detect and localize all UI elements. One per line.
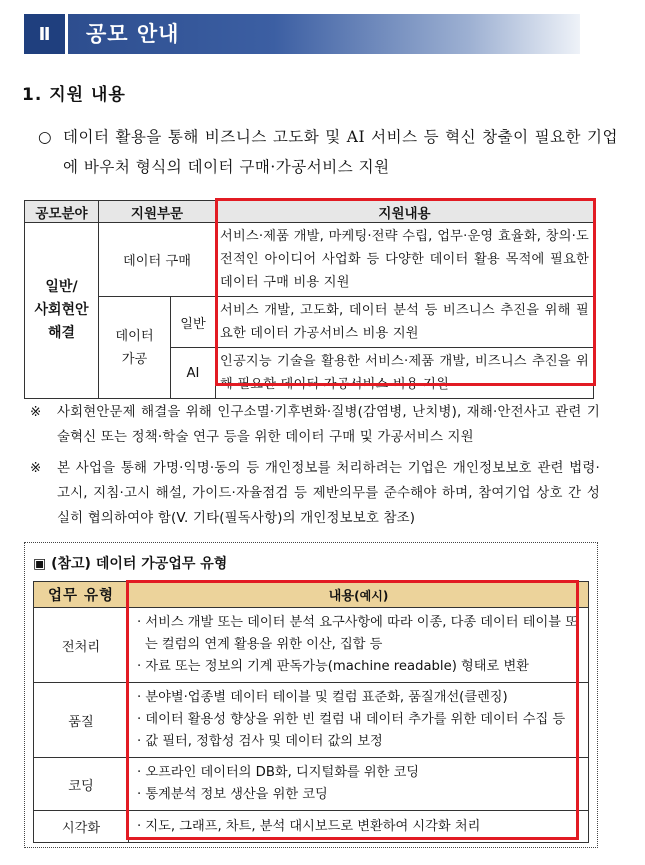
type-cell: 코딩	[34, 758, 129, 811]
table-row	[34, 608, 589, 683]
list-item: · 지도, 그래프, 차트, 분석 대시보드로 변환하여 시각화 처리	[137, 818, 481, 834]
reference-box	[24, 542, 598, 848]
category-cell: 데이터 구매	[99, 223, 216, 297]
note-item	[30, 456, 600, 531]
table-header-row	[25, 201, 594, 223]
list-item: · 통계분석 정보 생산을 위한 코딩	[137, 787, 328, 802]
section-header	[24, 14, 580, 54]
list-item: · 자료 또는 정보의 기계 판독가능(machine readable) 형태로 변환	[137, 659, 529, 674]
field-cell: 일반/ 사회현안 해결	[25, 223, 99, 399]
note-text: 본 사업을 통해 가명·익명·동의 등 개인정보를 처리하려는 기업은 개인정보보호 관련 법령·고시, 지침·고시 해설, 가이드·자율점검 등 제반의무를 준수해야 하며, 참여기업 상호 간 성실히 협의하여야 함(V. 기타(필독사항)의 개인정보보호 참조)	[57, 461, 600, 526]
content-cell: 서비스·제품 개발, 마케팅·전략 수립, 업무·운영 효율화, 창의·도전적인 아이디어 사업화 등 다양한 데이터 활용 목적에 필요한 데이터 구매 비용 지원	[216, 223, 594, 297]
header-content-suffix: (예시)	[354, 589, 389, 603]
subcategory-cell: AI	[171, 348, 216, 399]
reference-title: ▣ (참고) 데이터 가공업무 유형	[33, 556, 228, 572]
type-cell: 품질	[34, 683, 129, 758]
support-table	[24, 200, 594, 399]
subcategory-cell: 일반	[171, 297, 216, 348]
section-number: Ⅱ	[24, 14, 68, 54]
note-item	[30, 400, 600, 450]
circle-bullet-icon: ○	[38, 128, 53, 146]
note-text: 사회현안문제 해결을 위해 인구소멸·기후변화·질병(감염병, 난치병), 재해·안전사고 관련 기술혁신 또는 정책·학술 연구 등을 위한 데이터 구매 및 가공서비스 지원	[57, 405, 600, 445]
table-row	[34, 758, 589, 811]
processing-types-table	[33, 581, 589, 843]
header-field: 공모분야	[25, 201, 99, 223]
header-content-label: 내용	[328, 589, 355, 604]
type-cell: 시각화	[34, 811, 129, 843]
header-content	[129, 582, 589, 608]
list-item: · 서비스 개발 또는 데이터 분석 요구사항에 따라 이종, 다종 데이터 테이블 또는 컬럼의 연계 활용을 위한 이산, 집합 등	[137, 615, 578, 652]
section-title: 공모 안내	[86, 22, 180, 46]
content-cell: 인공지능 기술을 활용한 서비스·제품 개발, 비즈니스 추진을 위해 필요한 데이터 가공서비스 비용 지원	[216, 348, 594, 399]
table-row	[25, 223, 594, 297]
table-row	[34, 811, 589, 843]
header-type: 업무 유형	[34, 582, 129, 608]
content-cell: 서비스 개발, 고도화, 데이터 분석 등 비즈니스 추진을 위해 필요한 데이터 가공서비스 비용 지원	[216, 297, 594, 348]
items-cell	[129, 683, 589, 758]
items-cell	[129, 811, 589, 843]
intro-text: 데이터 활용을 통해 비즈니스 고도화 및 AI 서비스 등 혁신 창출이 필요한 기업에 바우처 형식의 데이터 구매·가공서비스 지원	[63, 128, 618, 176]
items-cell	[129, 758, 589, 811]
subsection-title: 1. 지원 내용	[22, 85, 126, 105]
header-content: 지원내용	[216, 201, 594, 223]
notes	[30, 400, 600, 537]
note-mark: ※	[30, 405, 42, 420]
list-item: · 값 필터, 정합성 검사 및 데이터 값의 보정	[137, 734, 383, 749]
category-cell: 데이터 가공	[99, 297, 171, 399]
header-category: 지원부문	[99, 201, 216, 223]
note-mark: ※	[30, 461, 42, 476]
type-cell: 전처리	[34, 608, 129, 683]
table-header-row	[34, 582, 589, 608]
items-cell	[129, 608, 589, 683]
intro-paragraph	[38, 122, 618, 182]
list-item: · 오프라인 데이터의 DB화, 디지털화를 위한 코딩	[137, 765, 420, 780]
list-item: · 데이터 활용성 향상을 위한 빈 컬럼 내 데이터 추가를 위한 데이터 수집 등	[137, 712, 566, 727]
list-item: · 분야별·업종별 데이터 테이블 및 컬럼 표준화, 품질개선(클렌징)	[137, 690, 508, 705]
table-row	[25, 297, 594, 348]
table-row	[34, 683, 589, 758]
